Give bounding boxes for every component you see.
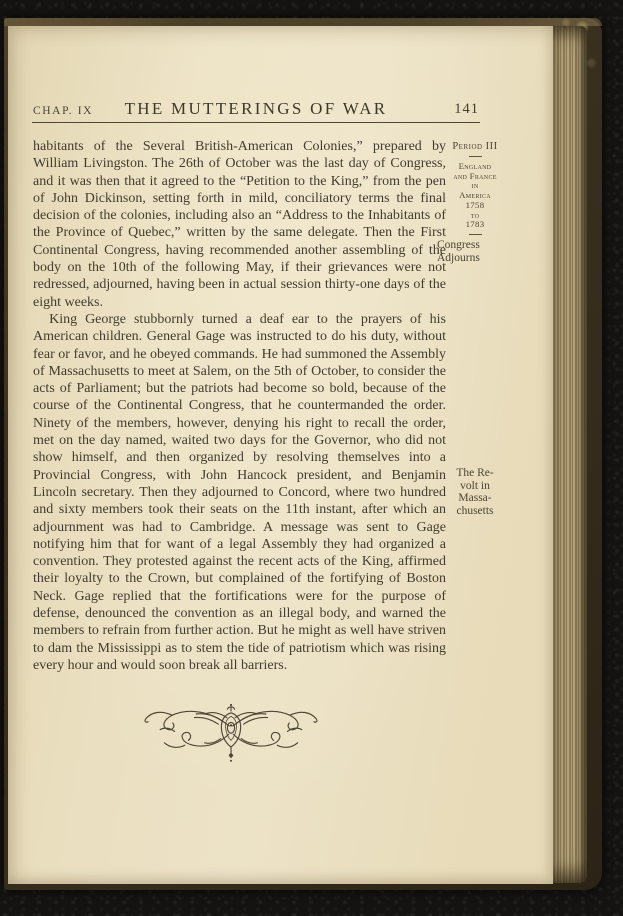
paragraph: King George stubbornly turned a deaf ear to the prayers of his American children. General Gage was instructed to do his duty, without fear or favor, and he obeyed commands. He had summoned the Assembly of Massachusetts to meet at Salem, on the 5th of October, to consider the acts of Parliament; but the patriots had become so bold, because of the course of the Continental Congress, that he countermanded the order. Ninety of the members, however, denying his right to recall the order, met on the day named, waited two days for the Governor, who did not show himself, and then organized by resolving themselves into a Provincial Congress, with John Hancock president, and Benjamin Lincoln secretary. Then they adjourned to Concord, where two hundred and sixty members took their seats on the 11th instant, after which an adjournment was had to Cambridge. A message was sent to Gage notifying him that for want of a legal Assembly they had organized a convention. They protested against the recent acts of the King, affirmed their loyalty to the Crown, but complained of the fortifying of Boston Neck. Gage replied that the fortifications were for the purpose of defense, denounced the convention as an illegal body, and warned the members to refrain from further action. But he might as well have striven to dam the Mississippi as to stem the tide of patriotism which was rising every hour and would soon break all barriers. (33, 311, 446, 673)
note-line: Congress (437, 239, 480, 251)
margin-note-revolt-massachusetts (436, 467, 514, 517)
page-title: THE MUTTERINGS OF WAR (124, 99, 388, 118)
book-page (8, 26, 553, 884)
period-title: Period III (452, 141, 498, 152)
note-line: Adjourns (437, 252, 480, 264)
period-subtitle (436, 162, 514, 230)
note-line: volt in (460, 479, 490, 492)
body-text (33, 138, 446, 674)
period-line: America (459, 190, 491, 201)
note-line: Massa- (458, 492, 492, 505)
period-line: in (471, 180, 479, 191)
period-line: England (458, 161, 492, 171)
period-line: to (470, 209, 480, 220)
tailpiece-flourish-ornament (141, 700, 321, 764)
page-number: 141 (454, 101, 479, 117)
separator-rule (469, 234, 482, 235)
period-line: and France (453, 170, 497, 181)
running-header (32, 98, 480, 123)
separator-rule (469, 156, 482, 157)
period-line: 1758 (465, 199, 485, 210)
margin-note-period (436, 141, 514, 240)
page-stack-edge (550, 26, 587, 883)
margin-note-congress-adjourns (437, 239, 480, 265)
note-line: chusetts (456, 504, 494, 517)
note-line: The Re- (456, 467, 494, 479)
period-line: 1783 (465, 219, 485, 230)
paragraph: habitants of the Several British-American Colonies,” prepared by William Livingston. The 26th of October was the last day of Congress, and it was then that it agreed to the “Petition to the King,” from the pen of John Dickinson, setting forth in mild, conciliatory terms the final decision of the colonies, including also an “Address to the Inhabitants of the Province of Quebec,” written by the same delegate. Then the First Continental Congress, having recommended another assembling of the body on the 10th of the following May, if their grievances were not redressed, adjourned, having been in actual session thirty-one days of the eight weeks. (33, 139, 446, 310)
chapter-label: CHAP. IX (33, 105, 94, 117)
